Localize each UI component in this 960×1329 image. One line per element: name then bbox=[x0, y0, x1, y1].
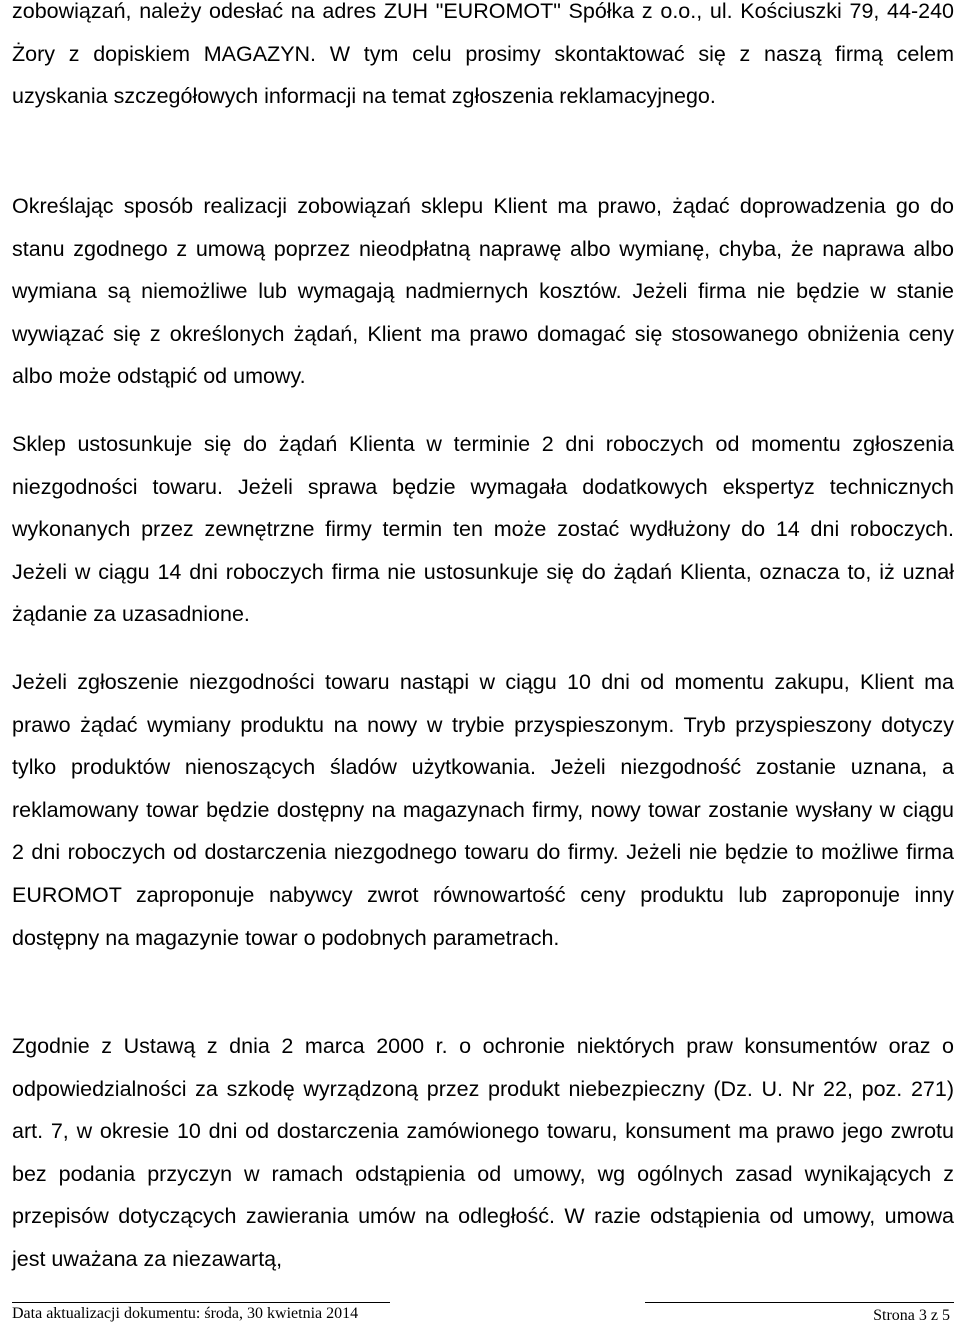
footer-update-date: Data aktualizacji dokumentu: środa, 30 kwietnia 2014 bbox=[12, 1305, 359, 1322]
footer-page-number: Strona 3 z 5 bbox=[873, 1307, 950, 1324]
paragraph-response-time: Sklep ustosunkuje się do żądań Klienta w terminie 2 dni roboczych od momentu zgłoszenia niezgodności towaru. Jeżeli sprawa będzie wymagała dodatkowych ekspertyz technicznych wykonanych przez zewnętrzne firmy termin ten może zostać wydłużony do 14 dni roboczych. Jeżeli w ciągu 14 dni roboczych firma nie ustosunkuje się do żądań Klienta, oznacza to, iż uznał żądanie za uzasadnione. bbox=[12, 432, 954, 627]
paragraph-client-rights: Określając sposób realizacji zobowiązań sklepu Klient ma prawo, żądać doprowadzenia go do stanu zgodnego z umową poprzez nieodpłatną naprawę albo wymianę, chyba, że naprawa albo wymiana są niemożliwe lub wymagają nadmiernych kosztów. Jeżeli firma nie będzie w stanie wywiązać się z określonych żądań, Klient ma prawo domagać się stosowanego obniżenia ceny albo może odstąpić od umowy. bbox=[12, 194, 954, 389]
paragraph-return-address: zobowiązań, należy odesłać na adres ZUH "EUROMOT" Spółka z o.o., ul. Kościuszki 79, 44-240 Żory z dopiskiem MAGAZYN. W tym celu prosimy skontaktować się z naszą firmą celem uzyskania szczegółowych informacji na temat zgłoszenia reklamacyjnego. bbox=[12, 0, 954, 109]
paragraph-express-exchange: Jeżeli zgłoszenie niezgodności towaru nastąpi w ciągu 10 dni od momentu zakupu, Klient ma prawo żądać wymiany produktu na nowy w trybie przyspieszonym. Tryb przyspieszony dotyczy tylko produktów nienoszących śladów użytkowania. Jeżeli niezgodność zostanie uznana, a reklamowany towar będzie dostępny na magazynach firmy, nowy towar zostanie wysłany w ciągu 2 dni roboczych od dostarczenia niezgodnego towaru do firmy. Jeżeli nie będzie to możliwe firma EUROMOT zaproponuje nabywcy zwrot równowartość ceny produktu lub zaproponuje inny dostępny na magazynie towar o podobnych parametrach. bbox=[12, 670, 954, 950]
footer-divider-right bbox=[645, 1302, 954, 1303]
paragraph-consumer-law: Zgodnie z Ustawą z dnia 2 marca 2000 r. o ochronie niektórych praw konsumentów oraz o odpowiedzialności za szkodę wyrządzoną przez produkt niebezpieczny (Dz. U. Nr 22, poz. 271) art. 7, w okresie 10 dni od dostarczenia zamówionego towaru, konsument ma prawo jego zwrotu bez podania przyczyn w ramach odstąpienia od umowy, wg ogólnych zasad wynikających z przepisów dotyczących zawierania umów na odległość. W razie odstąpienia od umowy, umowa jest uważana za niezawartą, bbox=[12, 1034, 954, 1271]
